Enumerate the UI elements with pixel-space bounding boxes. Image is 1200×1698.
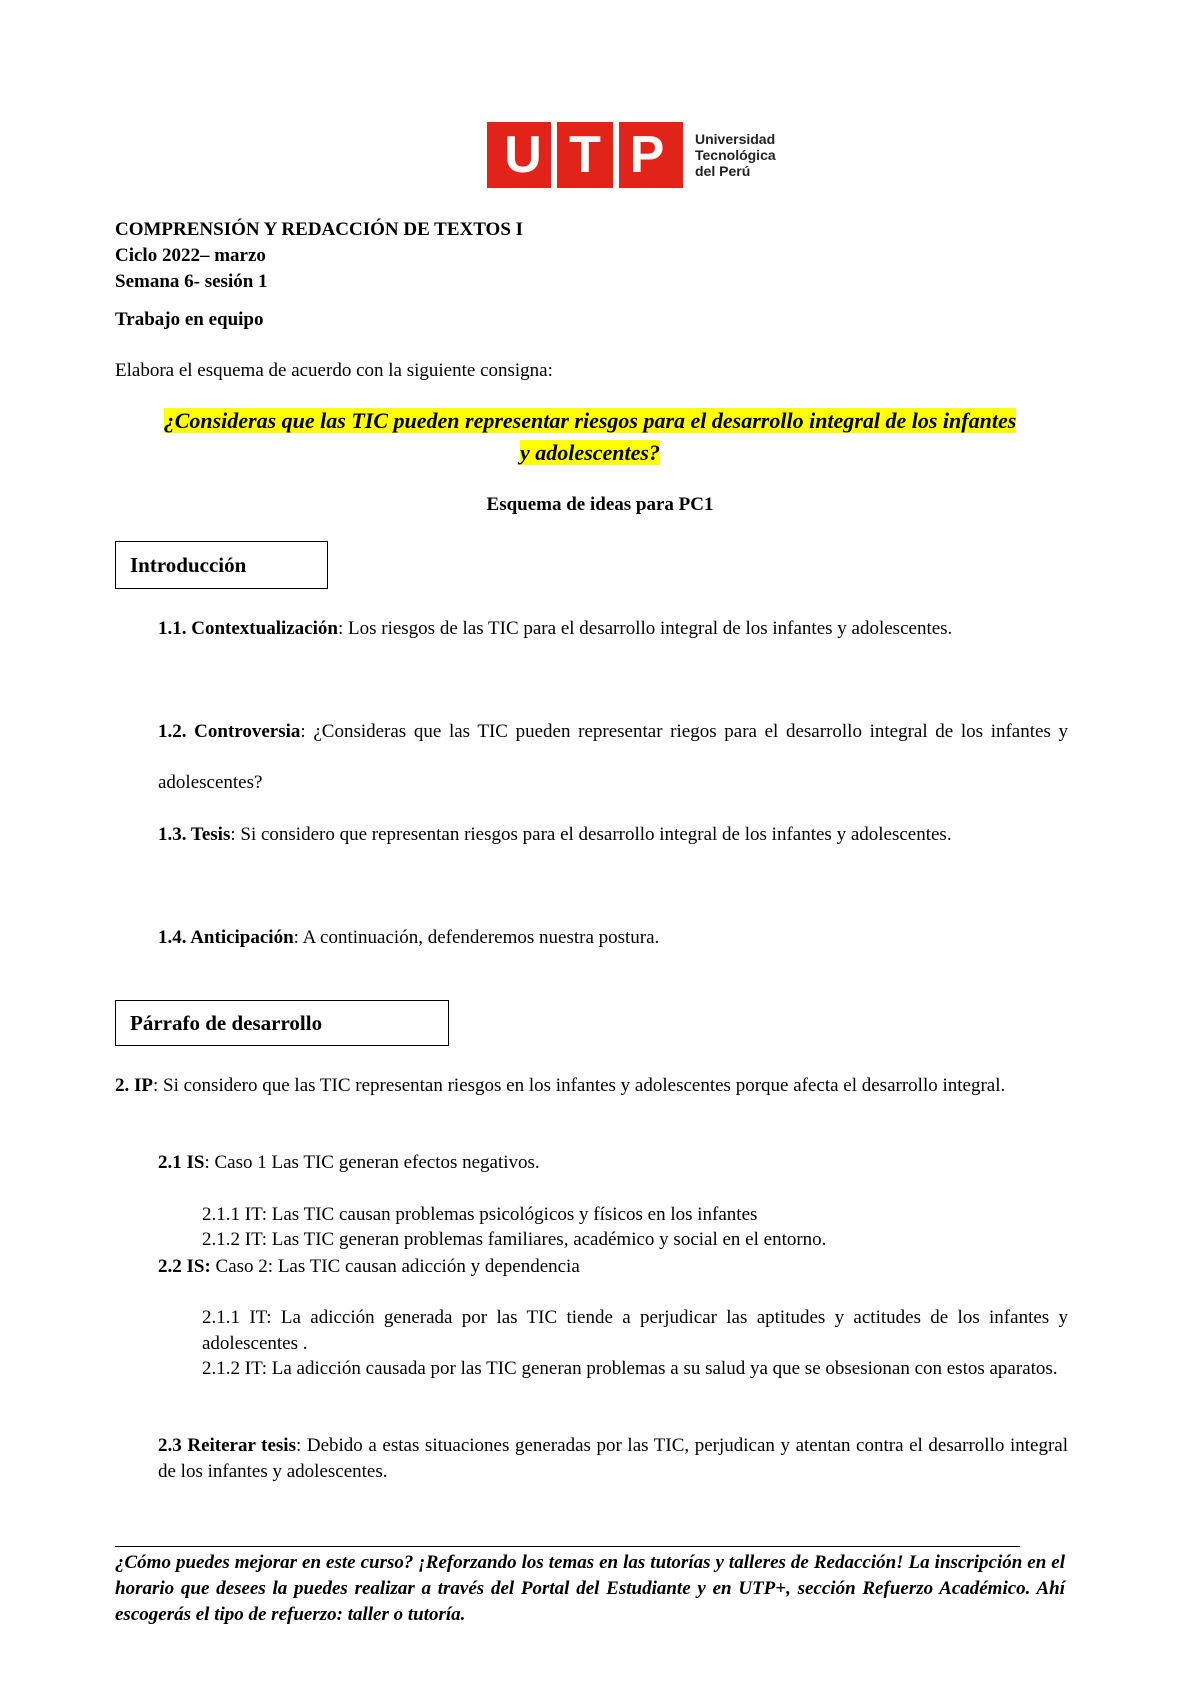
logo-mark [487, 122, 683, 188]
schema-title: Esquema de ideas para PC1 [486, 494, 714, 515]
instruction-text: Elabora el esquema de acuerdo con la siguiente consigna: [115, 360, 553, 381]
item-label: 1.1. Contextualización [158, 618, 338, 639]
development-reiterate-thesis [158, 1433, 1068, 1485]
item-label: 1.3. Tesis [158, 824, 231, 845]
intro-item-thesis [158, 809, 1068, 860]
session-label: Semana 6- sesión 1 [115, 271, 268, 292]
development-section-label: Párrafo de desarrollo [130, 1010, 323, 1035]
item-label: 1.2. Controversia [158, 721, 301, 742]
development-ip [115, 1073, 1068, 1099]
logo-letter-u: U [504, 126, 542, 184]
utp-logo [487, 122, 776, 188]
development-section-box [115, 1000, 449, 1046]
development-is2-it2: 2.1.2 IT: La adicción causada por las TIC generan problemas a su salud ya que se obsesionan con estos aparatos. [202, 1358, 1058, 1379]
item-label: 1.4. Anticipación [158, 927, 294, 948]
logo-letter-p: P [629, 126, 665, 184]
logo-university-name [695, 131, 776, 179]
reiterate-text: : Debido a estas situaciones generadas por las TIC, perjudican y atentan contra el desarrollo integral de los infantes y adolescentes. [158, 1435, 1068, 1482]
logo-letter-t: T [569, 126, 601, 184]
ip-text: : Si considero que las TIC representan riesgos en los infantes y adolescentes porque afecta el desarrollo integral. [153, 1075, 1006, 1096]
logo-name-line2: Tecnológica [695, 147, 776, 163]
logo-name-line3: del Perú [695, 163, 751, 179]
development-is1-it2: 2.1.2 IT: Las TIC generan problemas familiares, académico y social en el entorno. [202, 1229, 827, 1250]
development-is2-it1: 2.1.1 IT: La adicción generada por las TIC tiende a perjudicar las aptitudes y actitudes de los infantes y adolescentes . [202, 1307, 1068, 1354]
intro-item-contextualization [158, 603, 1068, 654]
is1-text: : Caso 1 Las TIC generan efectos negativos. [204, 1152, 540, 1173]
development-is1-it1: 2.1.1 IT: Las TIC causan problemas psicológicos y físicos en los infantes [202, 1204, 758, 1225]
question-line2: y adolescentes? [520, 440, 660, 465]
development-is2 [158, 1254, 1068, 1280]
footer-note: ¿Cómo puedes mejorar en este curso? ¡Reforzando los temas en las tutorías y talleres de Redacción! La inscripción en el horario que desees la puedes realizar a través del Portal del Estudiante y en UTP+, sección Refuerzo Académico. Ahí escogerás el tipo de refuerzo: taller o tutoría. [115, 1552, 1065, 1625]
course-title: COMPRENSIÓN Y REDACCIÓN DE TEXTOS I [115, 219, 524, 240]
item-text: : A continuación, defenderemos nuestra postura. [293, 927, 660, 948]
footer-divider [115, 1546, 1020, 1547]
reiterate-label: 2.3 Reiterar tesis [158, 1435, 296, 1456]
item-text: : Si considero que representan riesgos para el desarrollo integral de los infantes y adolescentes. [230, 824, 952, 845]
logo-name-line1: Universidad [695, 131, 776, 147]
ip-label: 2. IP [115, 1075, 153, 1096]
question-line1: ¿Consideras que las TIC pueden representar riesgos para el desarrollo integral de los infantes [163, 408, 1017, 433]
intro-section-box [115, 541, 328, 589]
work-type-label: Trabajo en equipo [115, 309, 264, 330]
highlighted-question [115, 405, 1065, 469]
is2-text: Caso 2: Las TIC causan adicción y dependencia [210, 1256, 580, 1277]
intro-item-controversy [158, 706, 1068, 808]
is1-label: 2.1 IS [158, 1152, 205, 1173]
intro-section-label: Introducción [130, 552, 247, 577]
intro-item-anticipation [158, 912, 1068, 963]
is2-label: 2.2 IS: [158, 1256, 211, 1277]
cycle-label: Ciclo 2022– marzo [115, 245, 266, 266]
item-text: : ¿Consideras que las TIC pueden representar riegos para el desarrollo integral de los infantes y adolescentes? [158, 721, 1068, 793]
item-text: : Los riesgos de las TIC para el desarrollo integral de los infantes y adolescentes. [337, 618, 953, 639]
development-is1 [158, 1150, 1068, 1176]
